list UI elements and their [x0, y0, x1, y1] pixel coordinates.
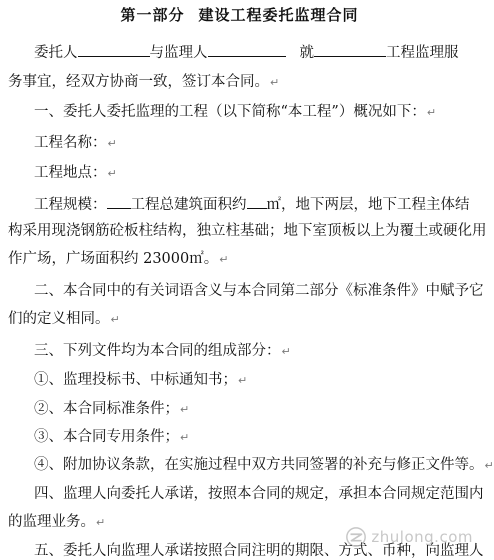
doc-item-3-text: ③、本合同专用条件；	[34, 429, 179, 445]
project-blank	[314, 42, 386, 57]
paragraph-mark: ↵	[107, 167, 117, 180]
title-part: 第一部分	[120, 6, 185, 24]
item-3-text: 三、下列文件均为本合同的组成部分：	[34, 343, 281, 359]
doc-item-4	[34, 456, 494, 475]
project-site-line	[34, 164, 117, 183]
item-3	[34, 342, 291, 361]
paragraph-mark: ↵	[238, 374, 248, 387]
doc-item-1	[34, 371, 247, 390]
title-main: 建设工程委托监理合同	[198, 6, 359, 24]
document-title	[0, 4, 479, 25]
scale-line-1	[34, 194, 470, 214]
doc-item-3	[34, 428, 189, 447]
paragraph-mark: ↵	[281, 345, 291, 358]
intro-line-1	[34, 42, 459, 62]
paragraph-mark: ↵	[219, 253, 229, 266]
intro-text-2: 务事宜，经双方协商一致，签订本合同。	[8, 74, 269, 90]
item-4-line-2	[8, 513, 105, 532]
scale-blank-1	[107, 194, 131, 209]
zhulong-logo-icon	[345, 526, 367, 548]
project-site-label: 工程地点：	[34, 165, 107, 181]
paragraph-mark: ↵	[180, 403, 190, 416]
paragraph-mark: ↵	[96, 516, 106, 529]
paragraph-mark: ↵	[270, 76, 280, 89]
paragraph-mark: ↵	[107, 137, 117, 150]
scale-label: 工程规模：	[34, 197, 107, 213]
item-4-text-2: 的监理业务。	[8, 514, 95, 530]
intro-tail: 工程监理服	[386, 45, 459, 61]
supervisor-blank	[208, 42, 286, 57]
client-label: 委托人	[34, 45, 78, 61]
item-1	[34, 103, 436, 122]
watermark	[345, 526, 473, 548]
paragraph-mark: ↵	[180, 431, 190, 444]
client-blank	[78, 42, 150, 57]
doc-item-2	[34, 400, 189, 419]
item-4-line-1	[34, 485, 484, 503]
doc-item-2-text: ②、本合同标准条件；	[34, 401, 179, 417]
scale-line-3	[8, 250, 228, 269]
item-5-text-1: 五、委托人向监理人承诺按照合同注明的期限、方式、币种，向监理人	[34, 543, 484, 559]
scale-blank-2	[247, 194, 267, 209]
project-name-line	[34, 134, 117, 153]
scale-line-2	[8, 222, 487, 240]
doc-item-4-text: ④、附加协议条款，在实施过程中双方共同签署的补充与修正文件等。	[34, 457, 484, 473]
item-2-text-1: 二、本合同中的有关词语含义与本合同第二部分《标准条件》中赋予它	[34, 283, 484, 299]
doc-item-1-text: ①、监理投标书、中标通知书；	[34, 372, 237, 388]
item-4-text-1: 四、监理人向委托人承诺，按照本合同的规定，承担本合同规定范围内	[34, 486, 484, 502]
scale-text-2: 构采用现浇钢筋砼板柱结构，独立柱基础；地下室顶板以上为覆土或硬化用	[8, 223, 487, 239]
item-1-text: 一、委托人委托监理的工程（以下简称“本工程”）概况如下：	[34, 104, 426, 120]
project-name-label: 工程名称：	[34, 135, 107, 151]
regarding-label: 就	[299, 45, 314, 61]
paragraph-mark: ↵	[110, 313, 120, 326]
scale-text-c: ㎡，地下两层，地下工程主体结	[266, 197, 470, 213]
scale-text-3: 作广场，广场面积约 23000㎡。	[8, 251, 219, 267]
item-2-line-2	[8, 310, 120, 329]
supervisor-label: 与监理人	[149, 45, 208, 61]
intro-line-2	[8, 73, 279, 92]
item-2-line-1	[34, 282, 484, 300]
scale-text-b: 工程总建筑面积约	[130, 197, 247, 213]
paragraph-mark: ↵	[484, 459, 494, 472]
item-2-text-2: 们的定义相同。	[8, 311, 110, 327]
paragraph-mark: ↵	[426, 106, 437, 119]
watermark-text: zhulong.com	[371, 528, 473, 546]
